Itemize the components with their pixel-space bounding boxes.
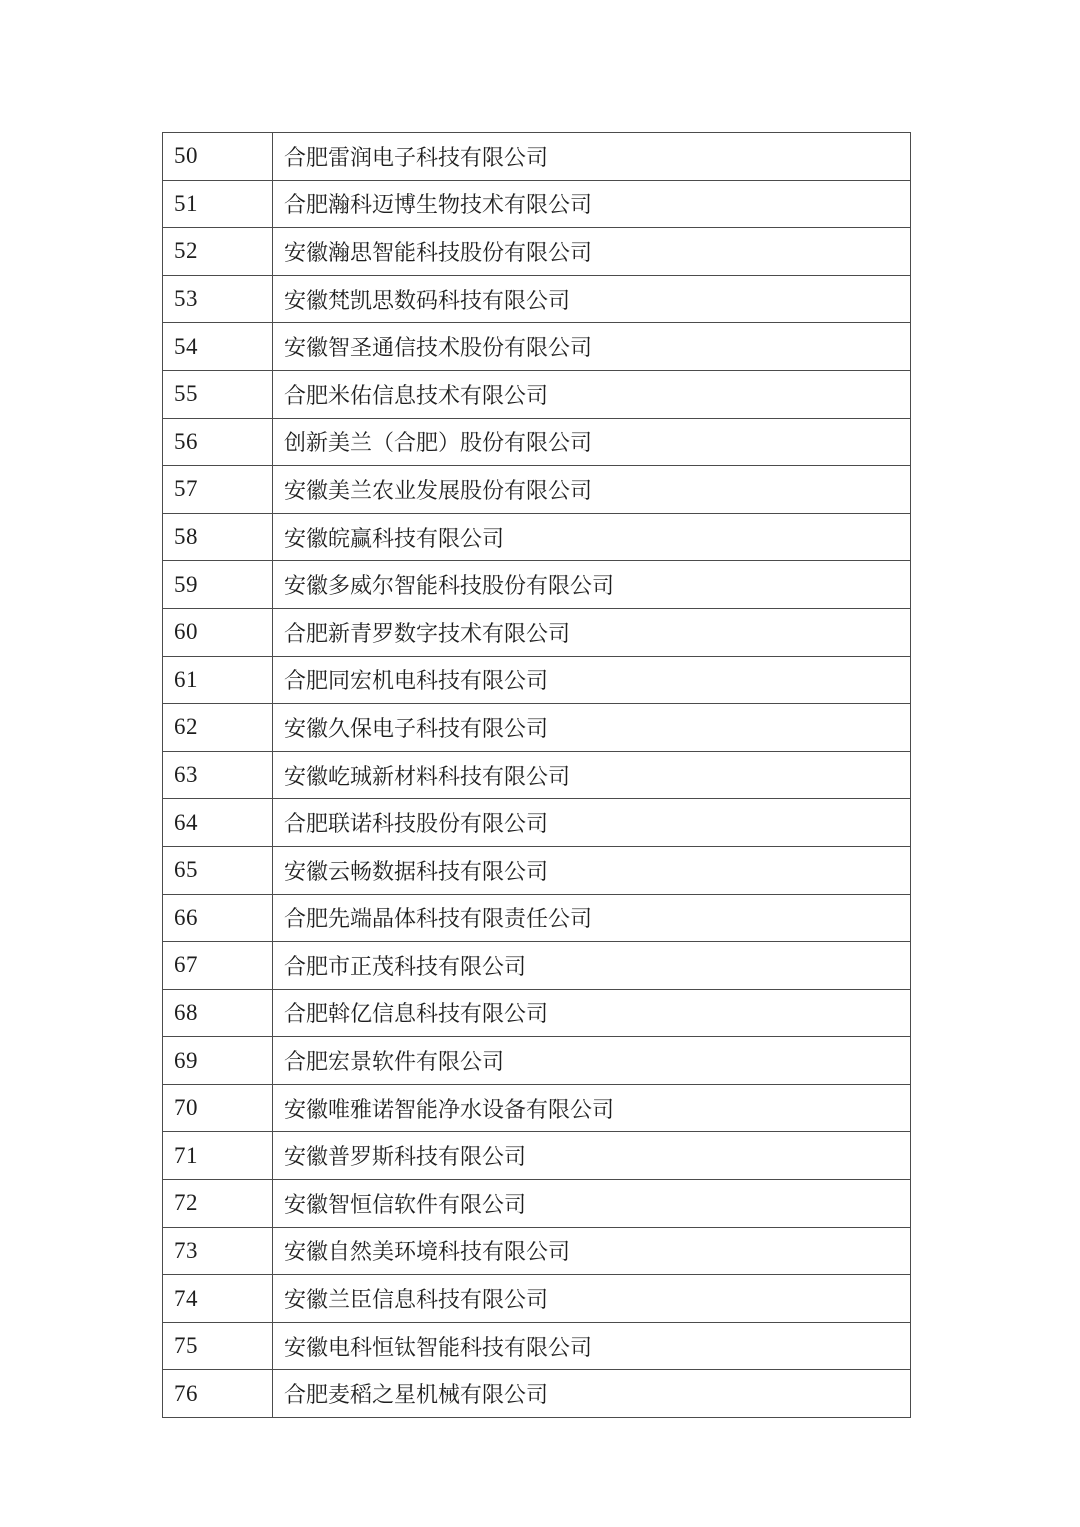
company-name-cell: 安徽兰臣信息科技有限公司 xyxy=(273,1275,911,1323)
table-row xyxy=(163,989,911,1037)
table-row xyxy=(163,704,911,752)
table-row xyxy=(163,894,911,942)
company-name-cell: 安徽普罗斯科技有限公司 xyxy=(273,1132,911,1180)
table-row xyxy=(163,561,911,609)
company-name-cell: 合肥新青罗数字技术有限公司 xyxy=(273,608,911,656)
company-name-cell: 合肥同宏机电科技有限公司 xyxy=(273,656,911,704)
rank-cell: 72 xyxy=(163,1180,273,1228)
table-row xyxy=(163,608,911,656)
table-row xyxy=(163,133,911,181)
rank-cell: 65 xyxy=(163,846,273,894)
table-row xyxy=(163,942,911,990)
company-name-cell: 安徽瀚思智能科技股份有限公司 xyxy=(273,228,911,276)
rank-cell: 76 xyxy=(163,1370,273,1418)
table-row xyxy=(163,1370,911,1418)
company-name-cell: 安徽多威尔智能科技股份有限公司 xyxy=(273,561,911,609)
table-row xyxy=(163,323,911,371)
table-row xyxy=(163,1132,911,1180)
rank-cell: 69 xyxy=(163,1037,273,1085)
table-row xyxy=(163,275,911,323)
table-row xyxy=(163,1180,911,1228)
company-name-cell: 安徽久保电子科技有限公司 xyxy=(273,704,911,752)
table-row xyxy=(163,513,911,561)
company-name-cell: 安徽智恒信软件有限公司 xyxy=(273,1180,911,1228)
table-row xyxy=(163,1084,911,1132)
company-table-body xyxy=(163,133,911,1418)
rank-cell: 66 xyxy=(163,894,273,942)
rank-cell: 74 xyxy=(163,1275,273,1323)
company-name-cell: 合肥麦稻之星机械有限公司 xyxy=(273,1370,911,1418)
table-row xyxy=(163,466,911,514)
rank-cell: 70 xyxy=(163,1084,273,1132)
company-name-cell: 合肥市正茂科技有限公司 xyxy=(273,942,911,990)
table-row xyxy=(163,1275,911,1323)
rank-cell: 62 xyxy=(163,704,273,752)
table-row xyxy=(163,180,911,228)
company-name-cell: 安徽屹珹新材料科技有限公司 xyxy=(273,751,911,799)
rank-cell: 58 xyxy=(163,513,273,561)
company-name-cell: 安徽智圣通信技术股份有限公司 xyxy=(273,323,911,371)
table-row xyxy=(163,228,911,276)
company-name-cell: 创新美兰（合肥）股份有限公司 xyxy=(273,418,911,466)
rank-cell: 56 xyxy=(163,418,273,466)
rank-cell: 50 xyxy=(163,133,273,181)
company-name-cell: 合肥米佑信息技术有限公司 xyxy=(273,370,911,418)
table-row xyxy=(163,1037,911,1085)
rank-cell: 63 xyxy=(163,751,273,799)
rank-cell: 68 xyxy=(163,989,273,1037)
rank-cell: 64 xyxy=(163,799,273,847)
company-name-cell: 安徽皖赢科技有限公司 xyxy=(273,513,911,561)
rank-cell: 57 xyxy=(163,466,273,514)
company-name-cell: 合肥宏景软件有限公司 xyxy=(273,1037,911,1085)
company-list-table xyxy=(162,132,911,1418)
table-row xyxy=(163,418,911,466)
rank-cell: 53 xyxy=(163,275,273,323)
rank-cell: 61 xyxy=(163,656,273,704)
table-row xyxy=(163,1322,911,1370)
company-name-cell: 合肥瀚科迈博生物技术有限公司 xyxy=(273,180,911,228)
table-row xyxy=(163,370,911,418)
rank-cell: 59 xyxy=(163,561,273,609)
company-name-cell: 安徽美兰农业发展股份有限公司 xyxy=(273,466,911,514)
table-row xyxy=(163,799,911,847)
table-row xyxy=(163,656,911,704)
company-name-cell: 安徽云畅数据科技有限公司 xyxy=(273,846,911,894)
rank-cell: 75 xyxy=(163,1322,273,1370)
rank-cell: 55 xyxy=(163,370,273,418)
rank-cell: 52 xyxy=(163,228,273,276)
table-row xyxy=(163,846,911,894)
company-name-cell: 安徽自然美环境科技有限公司 xyxy=(273,1227,911,1275)
rank-cell: 71 xyxy=(163,1132,273,1180)
rank-cell: 54 xyxy=(163,323,273,371)
rank-cell: 67 xyxy=(163,942,273,990)
rank-cell: 60 xyxy=(163,608,273,656)
rank-cell: 51 xyxy=(163,180,273,228)
table-row xyxy=(163,751,911,799)
company-name-cell: 安徽梵凯思数码科技有限公司 xyxy=(273,275,911,323)
company-name-cell: 安徽电科恒钛智能科技有限公司 xyxy=(273,1322,911,1370)
company-name-cell: 合肥先端晶体科技有限责任公司 xyxy=(273,894,911,942)
company-name-cell: 合肥联诺科技股份有限公司 xyxy=(273,799,911,847)
company-name-cell: 合肥雷润电子科技有限公司 xyxy=(273,133,911,181)
company-name-cell: 安徽唯雅诺智能净水设备有限公司 xyxy=(273,1084,911,1132)
rank-cell: 73 xyxy=(163,1227,273,1275)
company-name-cell: 合肥斡亿信息科技有限公司 xyxy=(273,989,911,1037)
table-row xyxy=(163,1227,911,1275)
